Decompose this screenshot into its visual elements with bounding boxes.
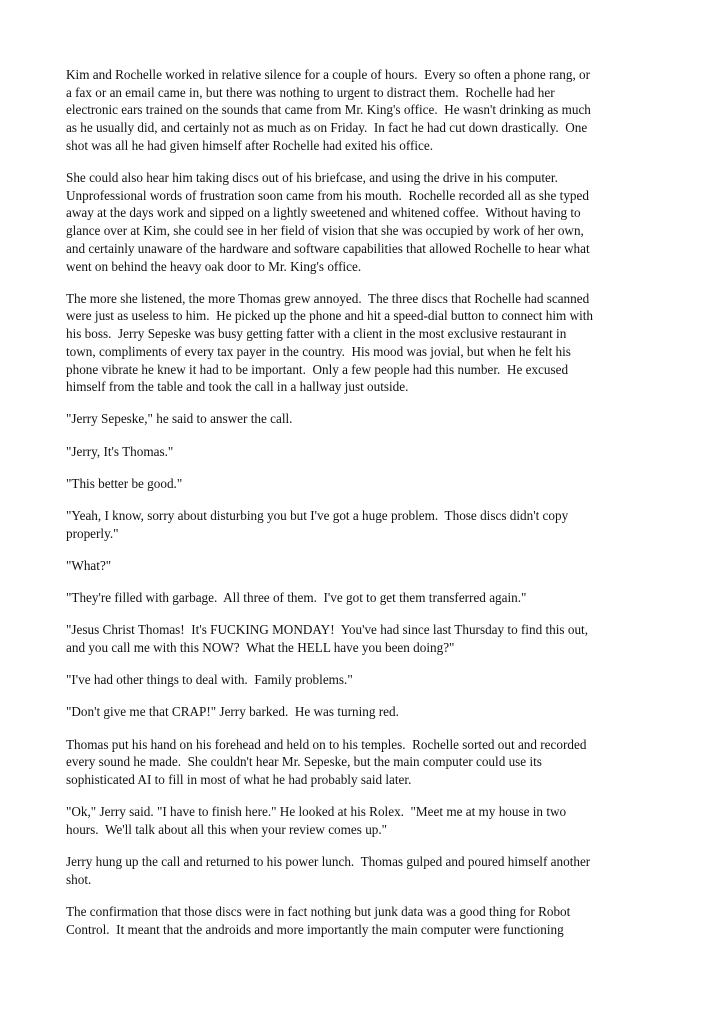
text-line: "This better be good." [66, 475, 183, 491]
text-line: "Jesus Christ Thomas! It's FUCKING MONDAY! You've had since last Thursday to find this out, [66, 622, 589, 638]
text-line: "Jerry, It's Thomas." [66, 443, 174, 459]
text-line: "What?" [66, 557, 112, 573]
paragraph [66, 66, 666, 155]
text-line: "Don't give me that CRAP!" Jerry barked. He was turning red. [66, 704, 399, 720]
text-line: every sound he made. She couldn't hear Mr. Sepeske, but the main computer could use its [66, 754, 542, 770]
text-line: The confirmation that those discs were in fact nothing but junk data was a good thing for Robot [66, 904, 571, 920]
paragraph [66, 736, 666, 789]
text-line: "I've had other things to deal with. Family problems." [66, 672, 353, 688]
text-line: Unprofessional words of frustration soon came from his mouth. Rochelle recorded all as she typed [66, 187, 589, 203]
paragraph [66, 903, 666, 938]
text-line: Jerry hung up the call and returned to his power lunch. Thomas gulped and poured himself another [66, 854, 591, 870]
dialogue-paragraph [66, 557, 666, 575]
text-line: "Ok," Jerry said. "I have to finish here." He looked at his Rolex. "Meet me at my house in two [66, 804, 567, 820]
dialogue-paragraph [66, 621, 666, 656]
text-line: sophisticated AI to fill in most of what he had probably said later. [66, 772, 412, 788]
text-line: electronic ears trained on the sounds that came from Mr. King's office. He wasn't drinking as much [66, 102, 591, 118]
text-line: away at the days work and sipped on a lightly sweetened and whitened coffee. Without having to [66, 205, 581, 221]
dialogue-paragraph [66, 475, 666, 493]
text-line: Control. It meant that the androids and more importantly the main computer were functioning [66, 921, 564, 937]
dialogue-paragraph [66, 671, 666, 689]
paragraph [66, 169, 666, 275]
text-line: She could also hear him taking discs out of his briefcase, and using the drive in his computer. [66, 170, 558, 186]
text-line: phone vibrate he knew it had to be important. Only a few people had this number. He excused [66, 361, 569, 377]
text-line: Kim and Rochelle worked in relative silence for a couple of hours. Every so often a phone rang, or [66, 67, 591, 82]
paragraph [66, 290, 666, 396]
document-page [66, 66, 666, 953]
text-line: himself from the table and took the call in a hallway just outside. [66, 379, 409, 395]
text-line: were just as useless to him. He picked up the phone and hit a speed-dial button to connect him with [66, 308, 594, 324]
dialogue-paragraph [66, 589, 666, 607]
text-line: "Jerry Sepeske," he said to answer the call. [66, 411, 293, 427]
dialogue-paragraph [66, 443, 666, 461]
text-line: went on behind the heavy oak door to Mr. King's office. [66, 258, 362, 274]
text-line: glance over at Kim, she could see in her field of vision that she was occupied by work of her own, [66, 223, 584, 239]
text-line: shot. [66, 871, 92, 887]
paragraph [66, 853, 666, 888]
text-line: town, compliments of every tax payer in the country. His mood was jovial, but when he felt his [66, 343, 571, 359]
dialogue-paragraph [66, 507, 666, 542]
text-line: The more she listened, the more Thomas grew annoyed. The three discs that Rochelle had scanned [66, 290, 590, 306]
dialogue-paragraph [66, 803, 666, 838]
text-line: as he usually did, and certainly not as much as on Friday. In fact he had cut down drastically. One [66, 120, 588, 136]
text-line: "Yeah, I know, sorry about disturbing you but I've got a huge problem. Those discs didn't copy [66, 508, 569, 524]
text-line: Thomas put his hand on his forehead and held on to his temples. Rochelle sorted out and recorded [66, 736, 587, 752]
text-line: and certainly unaware of the hardware and software capabilities that allowed Rochelle to hear what [66, 240, 590, 256]
text-line: and you call me with this NOW? What the HELL have you been doing?" [66, 640, 455, 656]
dialogue-paragraph [66, 703, 666, 721]
dialogue-paragraph [66, 410, 666, 428]
text-line: shot was all he had given himself after Rochelle had exited his office. [66, 137, 434, 153]
text-line: a fax or an email came in, but there was nothing to urgent to distract them. Rochelle had her [66, 84, 555, 100]
text-line: his boss. Jerry Sepeske was busy getting fatter with a client in the most exclusive restaurant in [66, 326, 567, 342]
text-line: "They're filled with garbage. All three of them. I've got to get them transferred again." [66, 590, 527, 606]
text-line: properly." [66, 525, 119, 541]
text-line: hours. We'll talk about all this when your review comes up." [66, 822, 388, 837]
